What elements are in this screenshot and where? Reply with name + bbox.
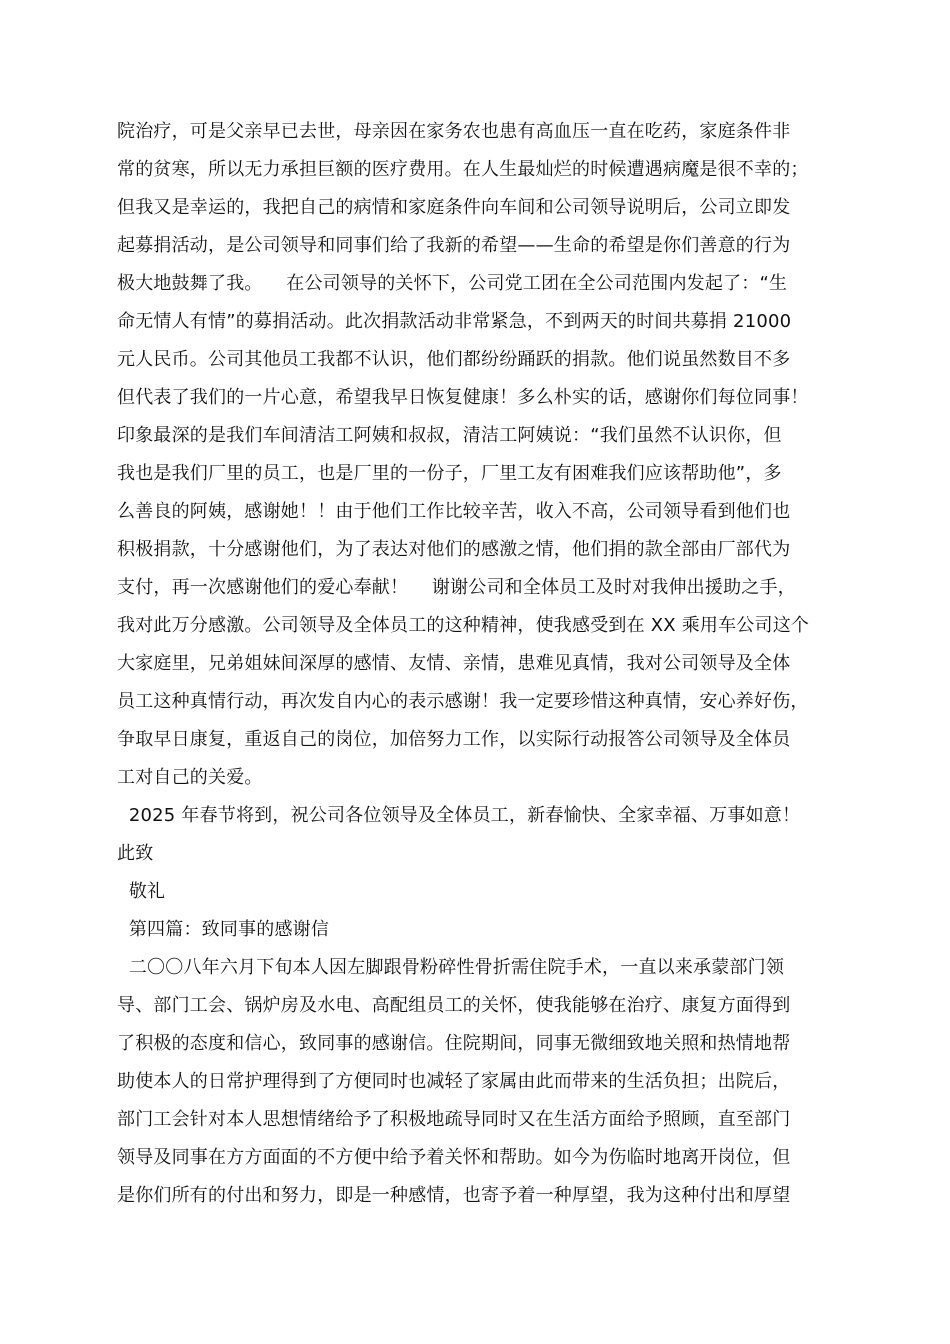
text-line: 印象最深的是我们车间清洁工阿姨和叔叔，清洁工阿姨说：“我们虽然不认识你，但 (117, 425, 782, 446)
text-line: 此致 (117, 843, 154, 864)
text-line: 但我又是幸运的，我把自己的病情和家庭条件向车间和公司领导说明后，公司立即发 (117, 197, 791, 218)
text-line: 大家庭里，兄弟姐妹间深厚的感情、友情、亲情，患难见真情，我对公司领导及全体 (117, 653, 791, 674)
text-line: 我对此万分感激。公司领导及全体员工的这种精神，使我感受到在 XX 乘用车公司这个 (117, 615, 810, 636)
text-line: 极大地鼓舞了我。 在公司领导的关怀下，公司党工团在全公司范围内发起了：“生 (117, 273, 788, 294)
text-line: 2025 年春节将到，祝公司各位领导及全体员工，新春愉快、全家幸福、万事如意！ (117, 805, 801, 826)
text-line: 领导及同事在方方面面的不方便中给予着关怀和帮助。如今为伤临时地离开岗位，但 (117, 1147, 791, 1168)
text-line: 院治疗，可是父亲早已去世，母亲因在家务农也患有高血压一直在吃药，家庭条件非 (117, 121, 791, 142)
text-line: 么善良的阿姨，感谢她！！由于他们工作比较辛苦，收入不高，公司领导看到他们也 (117, 501, 791, 522)
text-line: 助使本人的日常护理得到了方便同时也减轻了家属由此而带来的生活负担；出院后， (117, 1071, 791, 1092)
text-line: 我也是我们厂里的员工，也是厂里的一份子，厂里工友有困难我们应该帮助他”，多 (117, 463, 782, 484)
text-line: 支付，再一次感谢他们的爱心奉献！ 谢谢公司和全体员工及时对我伸出援助之手， (117, 577, 796, 598)
text-line: 敬礼 (117, 881, 166, 902)
text-line: 争取早日康复，重返自己的岗位，加倍努力工作，以实际行动报答公司领导及全体员 (117, 729, 791, 750)
text-line: 常的贫寒，所以无力承担巨额的医疗费用。在人生最灿烂的时候遭遇病魔是很不幸的； (117, 159, 809, 180)
text-line: 是你们所有的付出和努力，即是一种感情，也寄予着一种厚望，我为这种付出和厚望 (117, 1185, 791, 1206)
text-line: 部门工会针对本人思想情绪给予了积极地疏导同时又在生活方面给予照顾，直至部门 (117, 1109, 791, 1130)
text-line: 但代表了我们的一片心意，希望我早日恢复健康！多么朴实的话，感谢你们每位同事！ (117, 387, 809, 408)
text-line: 工对自己的关爱。 (117, 767, 263, 788)
text-line: 元人民币。公司其他员工我都不认识，他们都纷纷踊跃的捐款。他们说虽然数目不多 (117, 349, 791, 370)
text-line: 二〇〇八年六月下旬本人因左脚跟骨粉碎性骨折需住院手术，一直以来承蒙部门领 (117, 957, 785, 978)
text-line: 员工这种真情行动，再次发自内心的表示感谢！我一定要珍惜这种真情，安心养好伤， (117, 691, 809, 712)
text-line: 起募捐活动，是公司领导和同事们给了我新的希望——生命的希望是你们善意的行为 (117, 235, 791, 256)
text-line: 积极捐款，十分感谢他们，为了表达对他们的感激之情，他们捐的款全部由厂部代为 (117, 539, 791, 560)
text-line: 命无情人有情”的募捐活动。此次捐款活动非常紧急，不到两天的时间共募捐 21000 (117, 311, 792, 332)
text-line: 导、部门工会、锅炉房及水电、高配组员工的关怀，使我能够在治疗、康复方面得到 (117, 995, 791, 1016)
text-line: 了积极的态度和信心，致同事的感谢信。住院期间，同事无微细致地关照和热情地帮 (117, 1033, 791, 1054)
section-heading: 第四篇：致同事的感谢信 (117, 919, 330, 940)
